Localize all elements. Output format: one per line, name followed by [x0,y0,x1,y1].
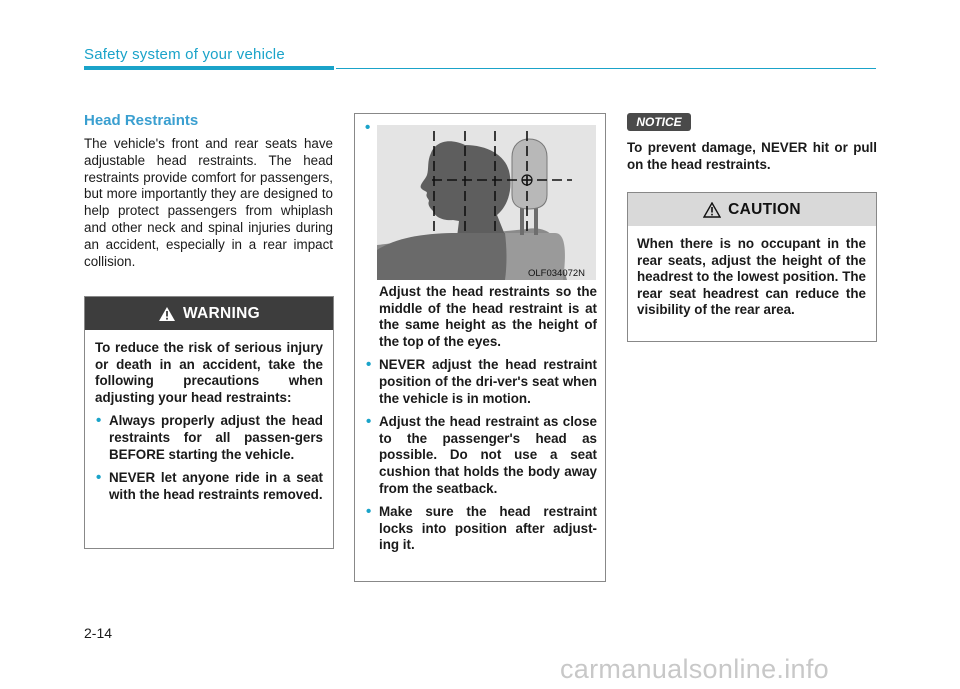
bullet-icon: • [366,503,372,521]
warning-list [95,413,323,503]
warning-intro: To reduce the risk of serious injury or death in an accident, take the following precautions when adjusting your head restraints: [95,340,323,405]
bullet-icon: • [366,413,372,431]
notice-text: To prevent damage, NEVER hit or pull on the head restraints. [627,140,877,172]
page-number: 2-14 [84,625,113,641]
header-rule [336,68,876,69]
bullet-icon: • [96,412,102,430]
section-title: Safety system of your vehicle [84,46,285,63]
list-item: • Always properly adjust the head restraints for all passen-gers BEFORE starting the vehicle. [96,412,323,462]
warning-box [84,296,334,549]
warning-header [85,297,333,330]
bullet-icon: • [365,119,371,136]
bullet-icon: • [366,356,372,374]
caution-box [627,192,877,342]
page-heading: Head Restraints [84,112,199,129]
bullet-icon: • [96,469,102,487]
instructions-list [365,357,597,554]
intro-paragraph: The vehicle's front and rear seats have adjustable head restraints. The head restraints provide comfort for passengers, but more importantly they are designed to help protect passengers from whiplash and other neck and spinal injuries during an accident, especially in a rear impact collision. [84,136,333,269]
notice-badge: NOTICE [627,113,691,131]
warning-body [85,330,333,503]
caution-triangle-icon [703,202,721,218]
list-item: • NEVER adjust the head restraint position of the dri-ver's seat when the vehicle is in motion. [366,356,597,406]
caution-body: When there is no occupant in the rear seats, adjust the height of the headrest to the lowest position. The rear seat headrest can reduce the visibility of the rear area. [637,236,866,318]
header-accent-bar [84,66,334,70]
list-item: • NEVER let anyone ride in a seat with the head restraints removed. [96,469,323,502]
first-item-text: Adjust the head restraints so the middle of the head restraint is at the same height as the height of the top of the eyes. [379,284,597,349]
list-item: • Make sure the head restraint locks into position after adjust-ing it. [366,503,597,553]
head-restraint-illustration [377,125,596,280]
figure-code: OLF034072N [528,268,586,279]
instructions-body [355,284,605,554]
list-item: • Adjust the head restraint as close to the passenger's head as possible. Do not use a seat cushion that holds the body away from the seatback. [366,413,597,496]
watermark: carmanualsonline.info [560,654,829,684]
caution-title: CAUTION [728,200,801,218]
warning-triangle-icon [158,306,176,322]
caution-header [628,193,876,226]
warning-title: WARNING [182,304,260,322]
